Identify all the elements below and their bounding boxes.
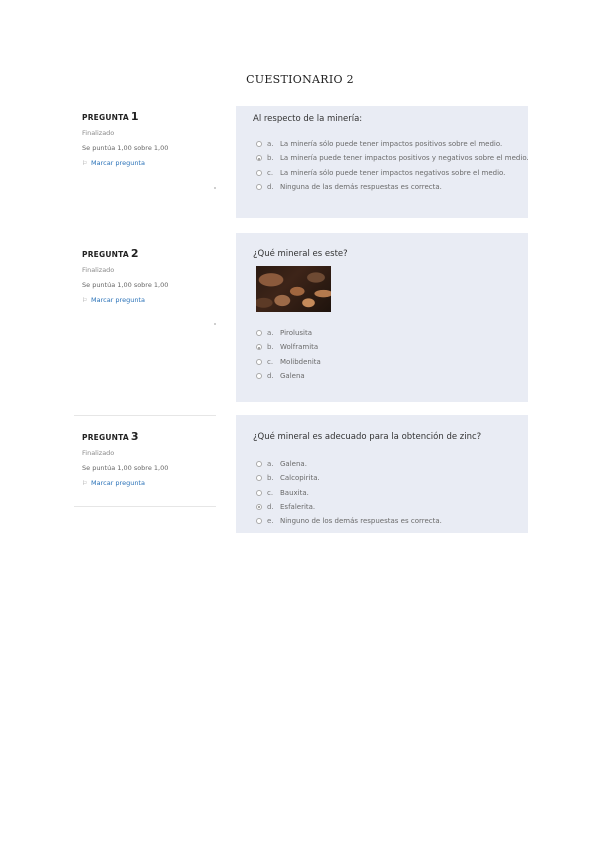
answer-text: Galena xyxy=(280,372,305,381)
question-status: Finalizado xyxy=(82,266,115,274)
page-title: CUESTIONARIO 2 xyxy=(246,73,354,86)
answer-text: Esfalerita. xyxy=(280,503,316,512)
divider-mark xyxy=(214,323,216,325)
answer-text: La minería sólo puede tener impactos positivos sobre el medio. xyxy=(280,140,503,149)
answer-letter: a. xyxy=(267,329,274,338)
answer-text: Galena. xyxy=(280,460,307,469)
question-label: PREGUNTA xyxy=(82,113,129,122)
radio-button[interactable] xyxy=(256,141,262,147)
answer-option-a[interactable] xyxy=(256,326,321,340)
mineral-photo xyxy=(256,266,331,312)
question-text: Al respecto de la minería: xyxy=(253,114,363,124)
radio-button[interactable] xyxy=(256,373,262,379)
answer-list xyxy=(256,326,321,383)
radio-button[interactable] xyxy=(256,490,262,496)
divider-mark xyxy=(214,187,216,189)
flag-icon: ⚐ xyxy=(82,160,88,167)
flag-question-button[interactable] xyxy=(82,159,216,167)
answer-letter: b. xyxy=(267,474,274,483)
answer-letter: b. xyxy=(267,154,274,163)
answer-letter: d. xyxy=(267,372,274,381)
answer-text: Bauxita. xyxy=(280,488,309,497)
answer-letter: c. xyxy=(267,357,274,366)
question-card-3 xyxy=(236,415,528,533)
answer-option-c[interactable] xyxy=(256,166,529,180)
answer-option-b[interactable] xyxy=(256,151,529,165)
answer-letter: d. xyxy=(267,183,274,192)
flag-question-button[interactable] xyxy=(82,479,216,487)
question-status: Finalizado xyxy=(82,449,115,457)
answer-option-b[interactable] xyxy=(256,471,442,485)
answer-letter: b. xyxy=(267,343,274,352)
radio-button[interactable] xyxy=(256,518,262,524)
radio-button-selected[interactable] xyxy=(256,155,262,161)
answer-option-d[interactable] xyxy=(256,500,442,514)
answer-letter: c. xyxy=(267,488,274,497)
answer-letter: a. xyxy=(267,140,274,149)
question-points: Se puntúa 1,00 sobre 1,00 xyxy=(82,464,169,472)
answer-text: La minería sólo puede tener impactos negativos sobre el medio. xyxy=(280,168,506,177)
flag-icon: ⚐ xyxy=(82,297,88,304)
answer-option-c[interactable] xyxy=(256,355,321,369)
radio-button-selected[interactable] xyxy=(256,504,262,510)
question-info-2 xyxy=(82,247,216,304)
flag-label: Marcar pregunta xyxy=(91,159,145,167)
question-text: ¿Qué mineral es este? xyxy=(253,249,348,259)
question-text: ¿Qué mineral es adecuado para la obtención de zinc? xyxy=(253,432,482,442)
question-number xyxy=(82,110,216,123)
answer-option-c[interactable] xyxy=(256,486,442,500)
answer-letter: a. xyxy=(267,460,274,469)
radio-button[interactable] xyxy=(256,184,262,190)
answer-text: Ninguno de los demás respuestas es correcta. xyxy=(280,517,442,526)
answer-text: La minería puede tener impactos positivos y negativos sobre el medio. xyxy=(280,154,529,163)
question-label: PREGUNTA xyxy=(82,433,129,442)
flag-question-button[interactable] xyxy=(82,296,216,304)
question-number-value: 2 xyxy=(130,247,139,260)
answer-text: Wolframita xyxy=(280,343,319,352)
question-points: Se puntúa 1,00 sobre 1,00 xyxy=(82,281,169,289)
question-number xyxy=(82,247,216,260)
answer-letter: d. xyxy=(267,503,274,512)
question-number xyxy=(82,430,216,443)
answer-option-d[interactable] xyxy=(256,180,529,194)
answer-option-b[interactable] xyxy=(256,340,321,354)
radio-button[interactable] xyxy=(256,461,262,467)
question-card-1 xyxy=(236,106,528,218)
radio-button[interactable] xyxy=(256,330,262,336)
answer-option-a[interactable] xyxy=(256,137,529,151)
answer-letter: e. xyxy=(267,517,274,526)
flag-label: Marcar pregunta xyxy=(91,479,145,487)
answer-list xyxy=(256,137,529,194)
answer-text: Molibdenita xyxy=(280,357,321,366)
answer-option-e[interactable] xyxy=(256,514,442,528)
question-card-2 xyxy=(236,233,528,402)
answer-text: Pirolusita xyxy=(280,329,313,338)
question-number-value: 3 xyxy=(130,430,139,443)
question-status: Finalizado xyxy=(82,129,115,137)
radio-button-selected[interactable] xyxy=(256,344,262,350)
answer-option-a[interactable] xyxy=(256,457,442,471)
radio-button[interactable] xyxy=(256,359,262,365)
answer-letter: c. xyxy=(267,168,274,177)
question-info-3 xyxy=(74,415,216,507)
answer-list xyxy=(256,457,442,528)
question-points: Se puntúa 1,00 sobre 1,00 xyxy=(82,144,169,152)
question-label: PREGUNTA xyxy=(82,250,129,259)
radio-button[interactable] xyxy=(256,170,262,176)
flag-label: Marcar pregunta xyxy=(91,296,145,304)
answer-text: Calcopirita. xyxy=(280,474,320,483)
answer-text: Ninguna de las demás respuestas es correcta. xyxy=(280,183,442,192)
question-info-1 xyxy=(82,110,216,167)
flag-icon: ⚐ xyxy=(82,480,88,487)
question-number-value: 1 xyxy=(130,110,139,123)
answer-option-d[interactable] xyxy=(256,369,321,383)
radio-button[interactable] xyxy=(256,475,262,481)
